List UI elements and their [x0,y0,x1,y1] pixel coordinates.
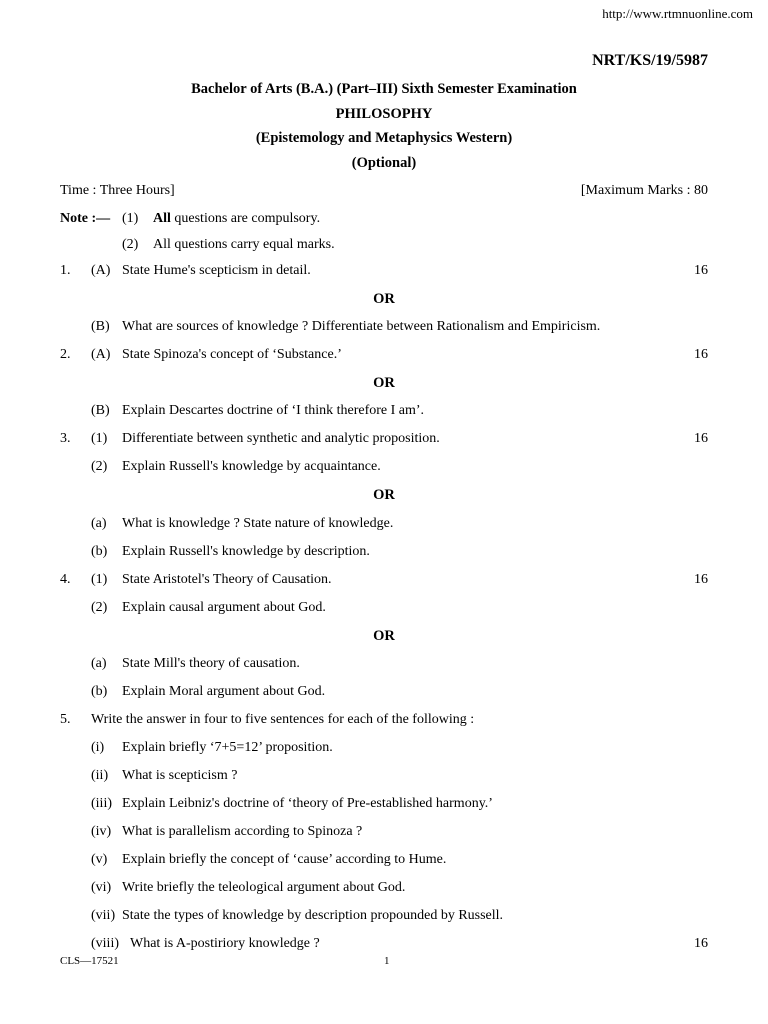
subquestion-number: (viii) [91,936,119,951]
question-number: 1. [60,263,71,278]
note-item-bold: All [153,211,171,226]
note-item-1 [153,211,320,227]
question-sub-label: (1) [91,572,108,587]
question-number: 2. [60,347,71,362]
subquestion-text: What is A-postiriory knowledge ? [130,936,320,951]
question-text: Explain Russell's knowledge by description. [122,544,370,559]
question-sub-label: (B) [91,319,110,334]
question-text: State Spinoza's concept of ‘Substance.’ [122,347,342,362]
question-text: Explain causal argument about God. [122,600,326,615]
subquestion-text: Explain briefly ‘7+5=12’ proposition. [122,740,333,755]
subquestion-text: Write briefly the teleological argument about God. [122,880,406,895]
question-marks: 16 [694,263,708,278]
subquestion-text: What is parallelism according to Spinoza ? [122,824,363,839]
question-marks: 16 [694,936,708,951]
note-item-num: (1) [122,211,139,226]
question-text: State Mill's theory of causation. [122,656,300,671]
note-item-text: questions are compulsory. [170,211,321,226]
subquestion-number: (iii) [91,796,112,811]
question-text: What is knowledge ? State nature of knowledge. [122,516,394,531]
subquestion-number: (vii) [91,908,116,923]
paper-title: (Epistemology and Metaphysics Western) [255,130,513,146]
question-text: Explain Descartes doctrine of ‘I think therefore I am’. [122,403,425,418]
question-sub-label: (A) [91,263,111,278]
question-text: Differentiate between synthetic and analytic proposition. [122,431,440,446]
question-sub-label: (B) [91,403,110,418]
question-marks: 16 [694,572,708,587]
subquestion-text: Explain briefly the concept of ‘cause’ according to Hume. [122,852,447,867]
question-sub-label: (2) [91,459,108,474]
exam-title: Bachelor of Arts (B.A.) (Part–III) Sixth Semester Examination [191,81,577,97]
question-sub-label: (b) [91,544,108,559]
paper-code: NRT/KS/19/5987 [592,52,708,69]
question-sub-label: (1) [91,431,108,446]
question-sub-label: (a) [91,656,107,671]
question-text: State Hume's scepticism in detail. [122,263,311,278]
question-text: Explain Russell's knowledge by acquaintance. [122,459,381,474]
subquestion-text: Explain Leibniz's doctrine of ‘theory of Pre-established harmony.’ [122,796,493,811]
subquestion-text: What is scepticism ? [122,768,238,783]
subquestion-number: (i) [91,740,105,755]
question-sub-label: (2) [91,600,108,615]
time-label: Time : Three Hours] [60,183,175,198]
or-divider: OR [373,487,395,503]
optional-label: (Optional) [351,155,417,171]
footer-code: CLS—17521 [60,955,119,967]
subject-title: PHILOSOPHY [335,106,433,122]
note-item-2: All questions carry equal marks. [153,237,335,252]
question-number: 3. [60,431,71,446]
max-marks-label: [Maximum Marks : 80 [580,183,708,198]
subquestion-number: (ii) [91,768,109,783]
question-number: 5. [60,712,71,727]
subquestion-text: State the types of knowledge by description propounded by Russell. [122,908,504,923]
question-sub-label: (A) [91,347,111,362]
question-text: What are sources of knowledge ? Differentiate between Rationalism and Empiricism. [122,319,601,334]
question-sub-label: (b) [91,684,108,699]
or-divider: OR [373,375,395,391]
note-item-num: (2) [122,237,139,252]
question-text: State Aristotel's Theory of Causation. [122,572,332,587]
page-number: 1 [384,955,390,967]
question-sub-label: (a) [91,516,107,531]
question-text: Explain Moral argument about God. [122,684,326,699]
question-marks: 16 [694,431,708,446]
question-marks: 16 [694,347,708,362]
question-intro: Write the answer in four to five sentences for each of the following : [91,712,475,727]
note-label: Note :— [60,211,111,226]
subquestion-number: (iv) [91,824,112,839]
subquestion-number: (vi) [91,880,112,895]
or-divider: OR [373,628,395,644]
source-url[interactable]: http://www.rtmnuonline.com [602,6,753,21]
subquestion-number: (v) [91,852,108,867]
question-number: 4. [60,572,71,587]
or-divider: OR [373,291,395,307]
